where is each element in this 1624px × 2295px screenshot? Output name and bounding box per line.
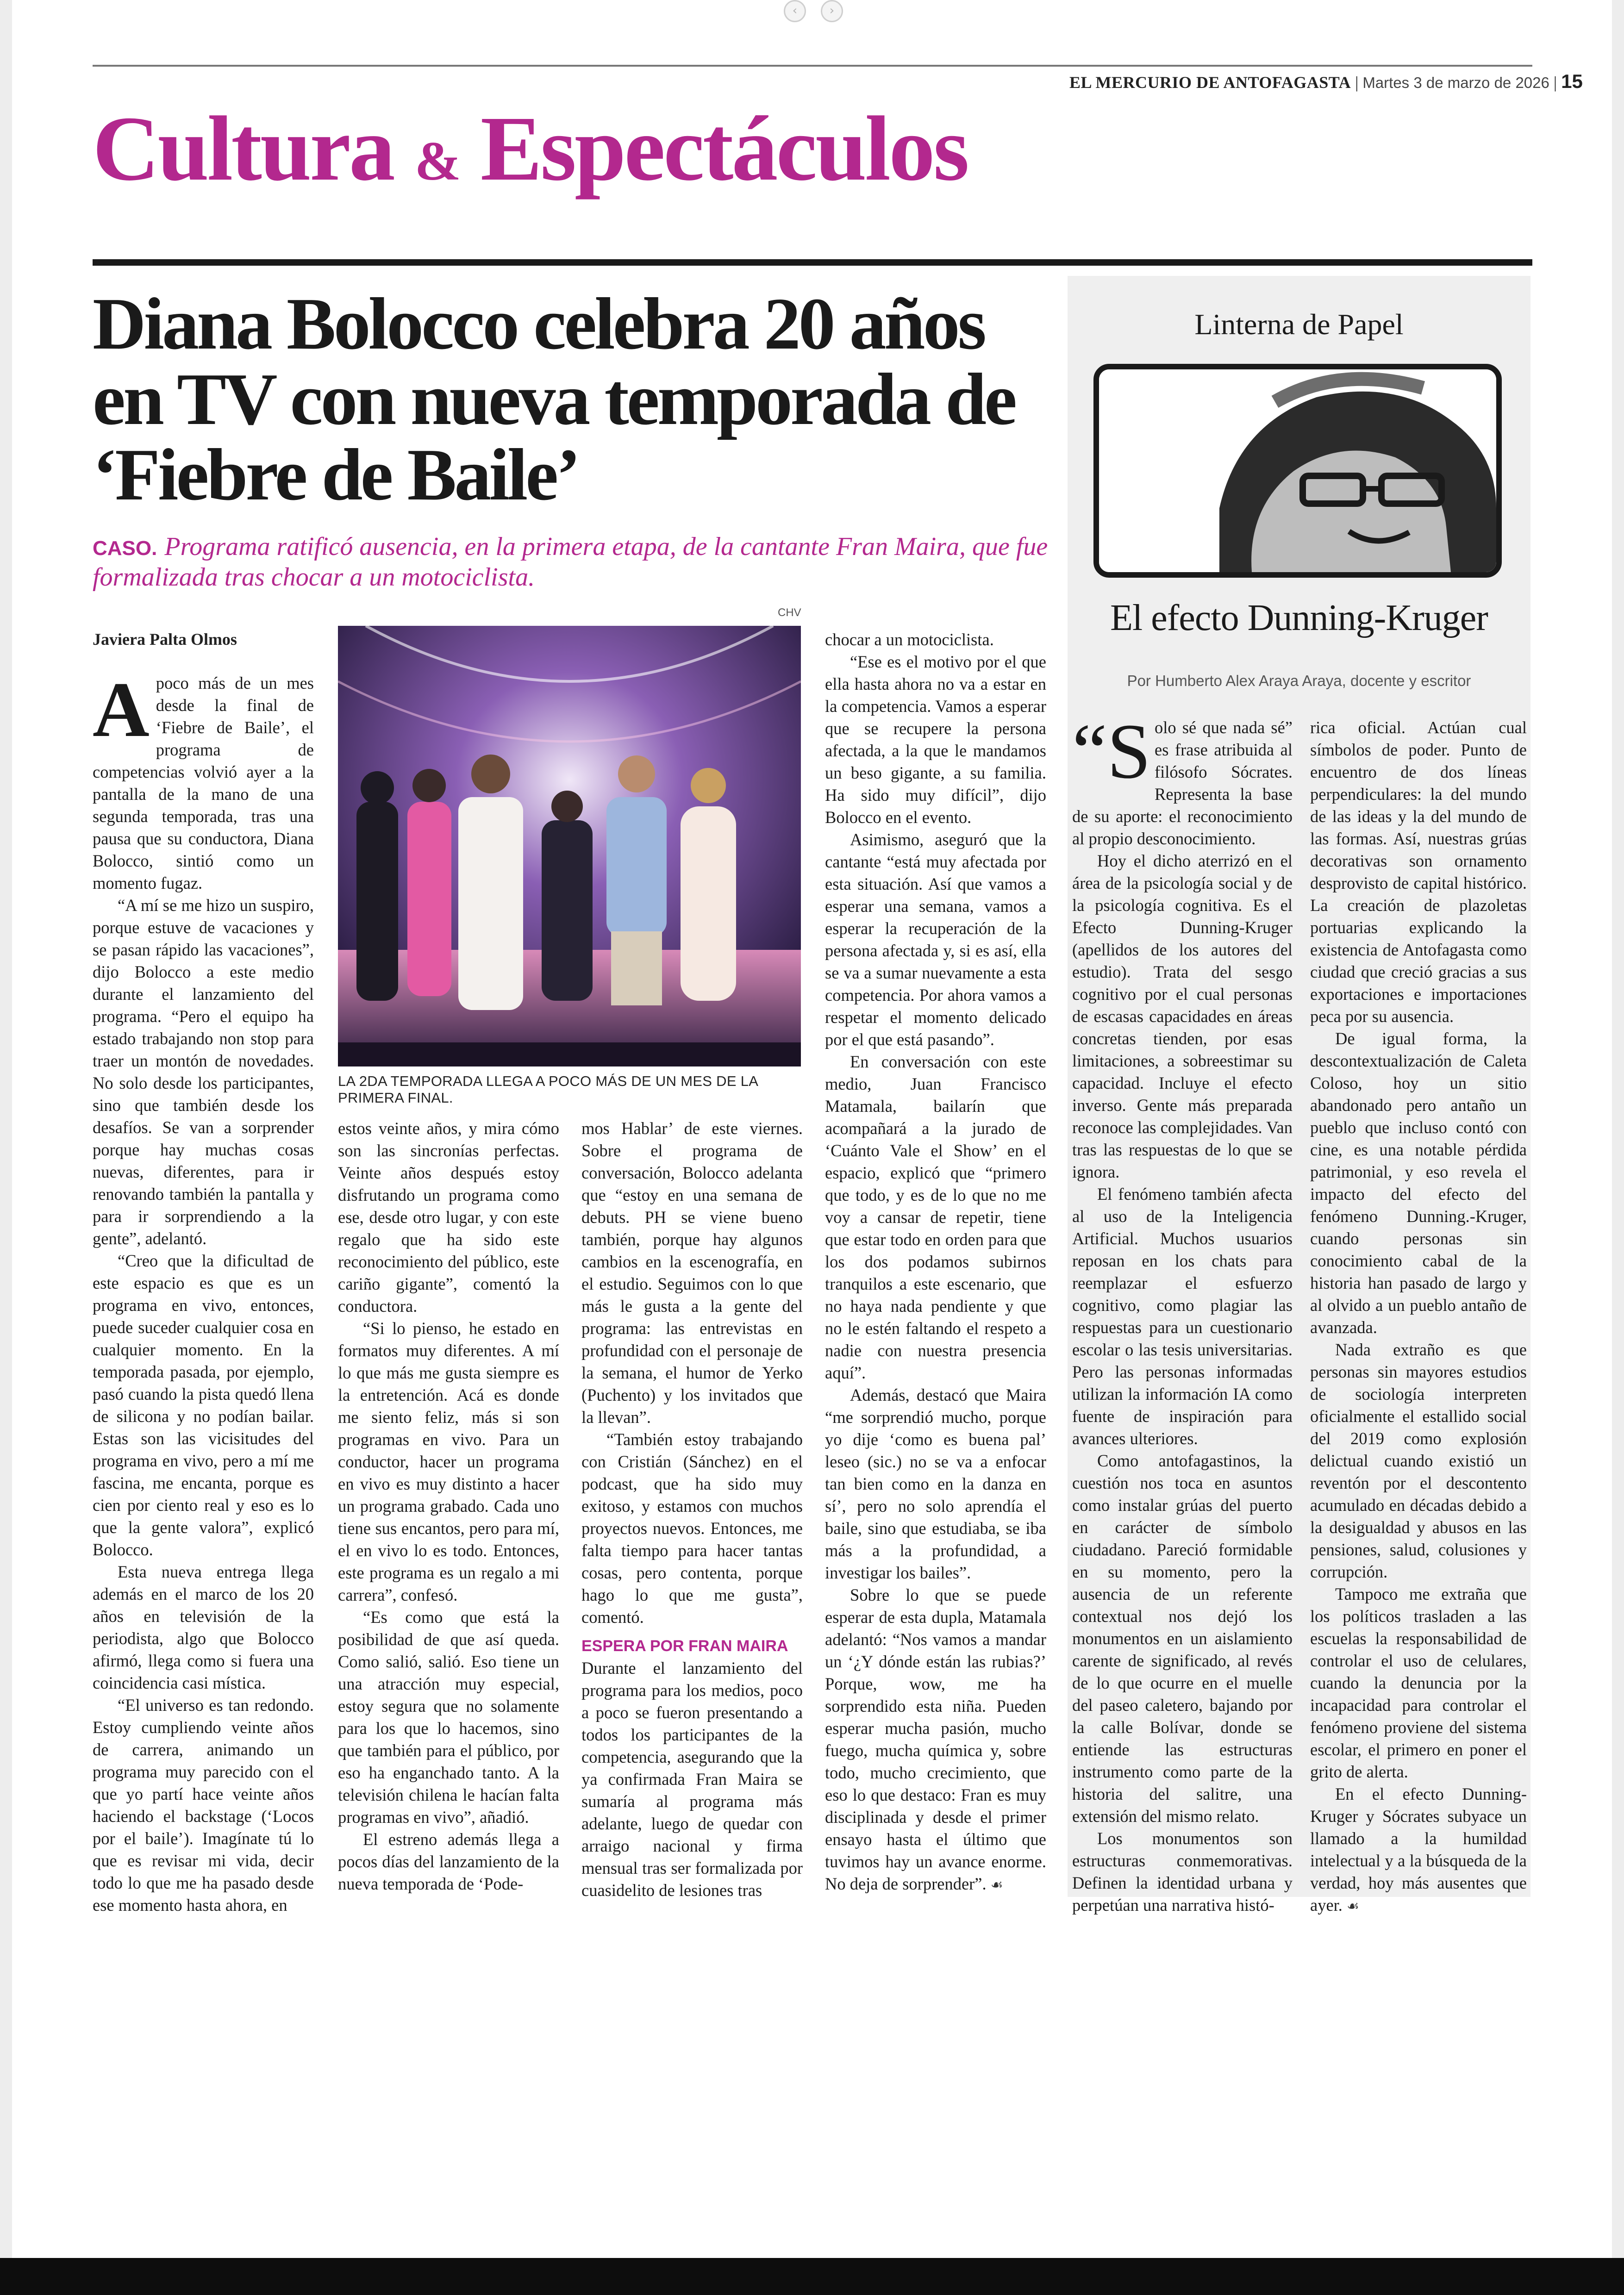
column-drop-cap: “S: [1072, 708, 1151, 795]
article-paragraph: Durante el lanzamiento del programa para los medios, poco a poco se fueron presentando a todos los participantes de la competencia, asegurando que la ya confirmada Fran Maira se sumaría al programa más adelante, luego de quedar con arraigo nacional y firma mensual tras ser formalizada por cuasidelito de lesiones tras: [581, 1659, 803, 1900]
column-kicker: Linterna de Papel: [1194, 308, 1404, 341]
column-paragraph: El fenómeno también afecta al uso de la Inteligencia Artificial. Muchos usuarios reposan en los chats para reemplazar el esfuerzo cognitivo, como plagiar las respuestas para un cuestionario escolar o las tesis universitarias. Pero las personas informadas utilizan la información IA como fuente de inspiración para avances ulteriores.: [1072, 1185, 1293, 1448]
article-paragraph: Asimismo, aseguró que la cantante “está muy afectada por esta situación. Así que vamos a esperar una semana, vamos a esperar la recuperación de la persona afectada y, si es así, ella se va a sumar nuevamente a esta competencia. Por ahora vamos a respetar el momento delicado por el que está pasando”.: [825, 830, 1046, 1049]
column-paragraph: Tampoco me extraña que los políticos trasladen a las escuelas la responsabilidad de controlar el uso de celulares, cuando la denuncia por la incapacidad para controlar el fenómeno proviene del sistema escolar, el primero en poner el grito de alerta.: [1310, 1584, 1527, 1781]
article-paragraph: “El universo es tan redondo. Estoy cumpliendo veinte años de carrera, animando un programa muy parecido con el que yo partí hace veinte años haciendo el backstage (‘Locos por el baile’). Imagínate tú lo que es revisar mi vida, decir todo lo que me ha pasado desde ese momento hasta ahora, en: [93, 1696, 314, 1915]
article-paragraph: chocar a un motociclista.: [825, 630, 994, 649]
section-word-2: Espectáculos: [480, 98, 968, 200]
article-headline: Diana Bolocco celebra 20 años en TV con nueva temporada de ‘Fiebre de Baile’: [93, 282, 1015, 516]
chevron-left-icon[interactable]: ‹: [784, 0, 806, 22]
column-paragraph: Como antofagastinos, la cuestión nos toca en asuntos como instalar grúas del puerto en carácter de símbolo ciudadano. Pareció formidable en su momento, pero la ausencia de un referente contextual nos dejó los monumentos en un aislamiento carente de significado, al revés de lo que ocurre en el muelle del paseo caletero, bajando por la calle Bolívar, donde se entiende las estructuras instrumento como parte de la historia del salitre, una extensión del mismo relato.: [1072, 1451, 1293, 1826]
masthead-separator: |: [1553, 73, 1562, 92]
article-dek: [93, 531, 1069, 592]
section-ampersand: &: [414, 130, 459, 192]
column-byline: Por Humberto Alex Araya Araya, docente y escritor: [1127, 672, 1471, 689]
article-column-4: [825, 629, 1046, 1896]
article-paragraph: “A mí se me hizo un suspiro, porque estuve de vacaciones y se pasan rápido las vacaciones”, dijo Bolocco a este medio durante el lanzamiento del programa. “Pero el equipo ha estado trabajando non stop para traer un montón de novedades. No solo desde los participantes, sino que también desde los desafíos. Se van a sorprender porque hay muchas cosas nuevas, diferentes, para ir renovando también la pantalla y para ir sorprendiendo a la gente”, adelantó.: [93, 896, 314, 1248]
fleuron-icon: ☙: [1347, 1898, 1359, 1915]
fleuron-icon: ☙: [990, 1877, 1003, 1893]
top-rule: [93, 65, 1532, 67]
column-paragraph: “Solo sé que nada sé” es frase atribuida al filósofo Sócrates. Representa la base de su aporte: el reconocimiento al propio desconocimiento.: [1072, 708, 1293, 848]
article-column-3: [581, 1117, 803, 1902]
column-paragraph: rica oficial. Actúan cual símbolos de poder. Punto de encuentro de dos líneas perpendiculares: la del mundo de las ideas y la del mundo de las formas. Así, nuestras grúas decorativas son ornamento desprovisto de capital histórico. La creación de plazoletas portuarias explicando la existencia de Antofagasta como ciudad que creció gracias a sus exportaciones e importaciones peca por su ausencia.: [1310, 718, 1527, 1026]
column-body-2: [1310, 717, 1527, 1918]
section-word-1: Cultura: [93, 98, 394, 200]
dek-tag: CASO.: [93, 537, 157, 560]
drop-cap: A: [93, 666, 150, 753]
article-paragraph: “Si lo pienso, he estado en formatos muy diferentes. A mí lo que más me gusta siempre es la entretención. Acá es donde me siento feliz, más si son programas en vivo. Para un conductor, hacer un programa en vivo es muy distinto a hacer un programa grabado. Cada uno tiene sus encantos, pero para mí, el en vivo lo es todo. Entonces, este programa es un regalo a mi carrera”, confesó.: [338, 1319, 559, 1604]
article-byline: Javiera Palta Olmos: [93, 630, 237, 649]
page-frame-left: [0, 0, 12, 2295]
column-paragraph: Nada extraño es que personas sin mayores estudios de sociología interpreten oficialmente el estallido social del 2019 como explosión delictual cuando existió un reventón por el descontento acumulado en décadas debido a la desigualdad y abusos en las pensiones, salud, colusiones y corrupción.: [1310, 1340, 1527, 1581]
article-paragraph: Apoco más de un mes desde la final de ‘Fiebre de Baile’, el programa de competencias volvió ayer a la pantalla de la mano de una segunda temporada, tras una pausa que su conductora, Diana Bolocco, sintió como un momento fugaz.: [93, 666, 314, 892]
article-paragraph: Esta nueva entrega llega además en el marco de los 20 años en televisión de la periodista, algo que Bolocco afirmó, llega como si fuera una coincidencia casi mística.: [93, 1562, 314, 1692]
photo-caption: LA 2DA TEMPORADA LLEGA A POCO MÁS DE UN MES DE LA PRIMERA FINAL.: [338, 1073, 758, 1106]
publication-date: Martes 3 de marzo de 2026: [1362, 74, 1549, 91]
article-paragraph: mos Hablar’ de este viernes. Sobre el programa de conversación, Bolocco adelanta que “estoy en una semana de debuts. PH se viene bueno también, porque hay algunos cambios en la escenografía, en el estudio. Seguimos con lo que más le gusta a la gente del programa: las entrevistas en profundidad con el personaje de la semana, el humor de Yerko (Puchento) y los invitados que la llevan”.: [581, 1119, 803, 1427]
article-column-1: [93, 666, 314, 1916]
section-title: [93, 98, 968, 200]
columnist-portrait: [1093, 364, 1502, 578]
dek-text: Programa ratificó ausencia, en la primera etapa, de la cantante Fran Maira, que fue formalizada tras chocar a un motociclista.: [93, 532, 1048, 592]
article-paragraph: Además, destacó que Maira “me sorprendió mucho, porque yo dije ‘como es buena pal’ leseo (sic.) no se va a enfocar tan bien como en la danza en sí’, pero no solo aprendía el baile, sino que estudiaba, se iba más a la profundidad, a investigar los bailes”.: [825, 1385, 1046, 1582]
article-paragraph: “Es como que está la posibilidad de que así queda. Como salió, salió. Eso tiene un una atracción muy especial, estoy segura que no solamente para los que lo hacemos, sino que también para el público, por eso ha enganchado tanto. A la televisión chilena le hacían falta programas en vivo”, añadió.: [338, 1608, 559, 1827]
masthead: [1069, 70, 1583, 93]
column-title: El efecto Dunning-Kruger: [1110, 598, 1488, 638]
article-paragraph: El estreno además llega a pocos días del lanzamiento de la nueva temporada de ‘Pode-: [338, 1830, 559, 1893]
page-number: 15: [1561, 70, 1583, 92]
column-paragraph: Hoy el dicho aterrizó en el área de la psicología social y de la psicología cognitiva. Es el Efecto Dunning-Kruger (apellidos de los autores del estudio). Trata del sesgo cognitivo por el cual personas de escasas capacidades en áreas concretas tienden, por esas limitaciones, a sobreestimar su capacidad. Incluye el efecto inverso. Gente más preparada reconoce las complejidades. Van tras las respuestas de lo que se ignora.: [1072, 851, 1293, 1181]
article-photo: [338, 626, 801, 1066]
publication-name: EL MERCURIO DE ANTOFAGASTA: [1069, 73, 1351, 92]
article-paragraph: “Creo que la dificultad de este espacio es que es un programa en vivo, entonces, puede suceder cualquier cosa en cualquier momento. En la temporada pasada, por ejemplo, pasó cuando la pista quedó llena de silicona y no podían bailar. Estas son las vicisitudes del programa en vivo, pero a mí me fascina, me encanta, porque es cien por ciento real y eso es lo que la gente valora”, explicó Bolocco.: [93, 1251, 314, 1559]
column-paragraph: En el efecto Dunning-Kruger y Sócrates subyace un llamado a la humildad intelectual y a la búsqueda de la verdad, hoy más ausentes que ayer. ☙: [1310, 1784, 1527, 1915]
article-paragraph: estos veinte años, y mira cómo son las sincronías perfectas. Veinte años después estoy disfrutando un programa como ese, desde otro lugar, y con este regalo que ha sido este reconocimiento del público, este cariño gigante”, comentó la conductora.: [338, 1119, 559, 1316]
stage-illustration: [338, 626, 801, 1066]
column-paragraph: Los monumentos son estructuras conmemorativas. Definen la identidad urbana y perpetúan una narrativa histó-: [1072, 1829, 1293, 1915]
article-column-2: [338, 1117, 559, 1895]
bottom-bar: [0, 2258, 1624, 2295]
section-rule: [93, 259, 1532, 266]
photo-credit: CHV: [778, 606, 801, 619]
portrait-illustration: [1099, 369, 1496, 572]
article-paragraph: En conversación con este medio, Juan Francisco Matamala, bailarín que acompañará a la jurado de ‘Cuánto Vale el Show’ en el espacio, explicó que “primero que todo, y es de lo que no me voy a cansar de repetir, tiene que estar todo en orden para que los dos podamos subirnos tranquilos a este escenario, que no haya nada pendiente y que no le estén faltando el respeto a nadie con nuestra presencia aquí”.: [825, 1052, 1046, 1382]
column-paragraph: De igual forma, la descontextualización de Caleta Coloso, hoy un sitio abandonado pero antaño un pueblo que incluso contó con cine, es una notable pérdida patrimonial, y eso revela el impacto del efecto del fenómeno Dunning.-Kruger, cuando personas sin conocimiento cabal de la historia han pasado de largo y al olvido a un pueblo antaño de avanzada.: [1310, 1029, 1527, 1337]
column-body-1: [1072, 708, 1293, 1916]
article-subhead: ESPERA POR FRAN MAIRA: [581, 1637, 788, 1655]
article-paragraph: Sobre lo que se puede esperar de esta dupla, Matamala adelantó: “Nos vamos a mandar un ‘¿Y dónde están las rubias?’ Porque, wow, me ha sorprendido esta niña. Pueden esperar mucha pasión, mucho fuego, mucha química y, sobre todo, mucho crecimiento, que eso lo que destaco: Fran es muy disciplinada y desde el primer ensayo hasta el último que tuvimos hay un avance enorme. No deja de sorprender”. ☙: [825, 1585, 1046, 1893]
chevron-right-icon[interactable]: ›: [821, 0, 843, 22]
article-paragraph: “Ese es el motivo por el que ella hasta ahora no va a estar en la competencia. Vamos a esperar que se recupere la persona afectada, a la que le mandamos un beso gigante, a su familia. Ha sido muy difícil”, dijo Bolocco en el evento.: [825, 652, 1046, 827]
article-paragraph: “También estoy trabajando con Cristián (Sánchez) en el podcast, que ha sido muy exitoso, y estamos con muchos proyectos nuevos. Entonces, me falta tiempo para hacer tantas cosas, pero contenta, porque hago lo que me gusta”, comentó.: [581, 1430, 803, 1627]
page-frame-right: [1612, 0, 1624, 2295]
masthead-separator: |: [1355, 73, 1363, 92]
